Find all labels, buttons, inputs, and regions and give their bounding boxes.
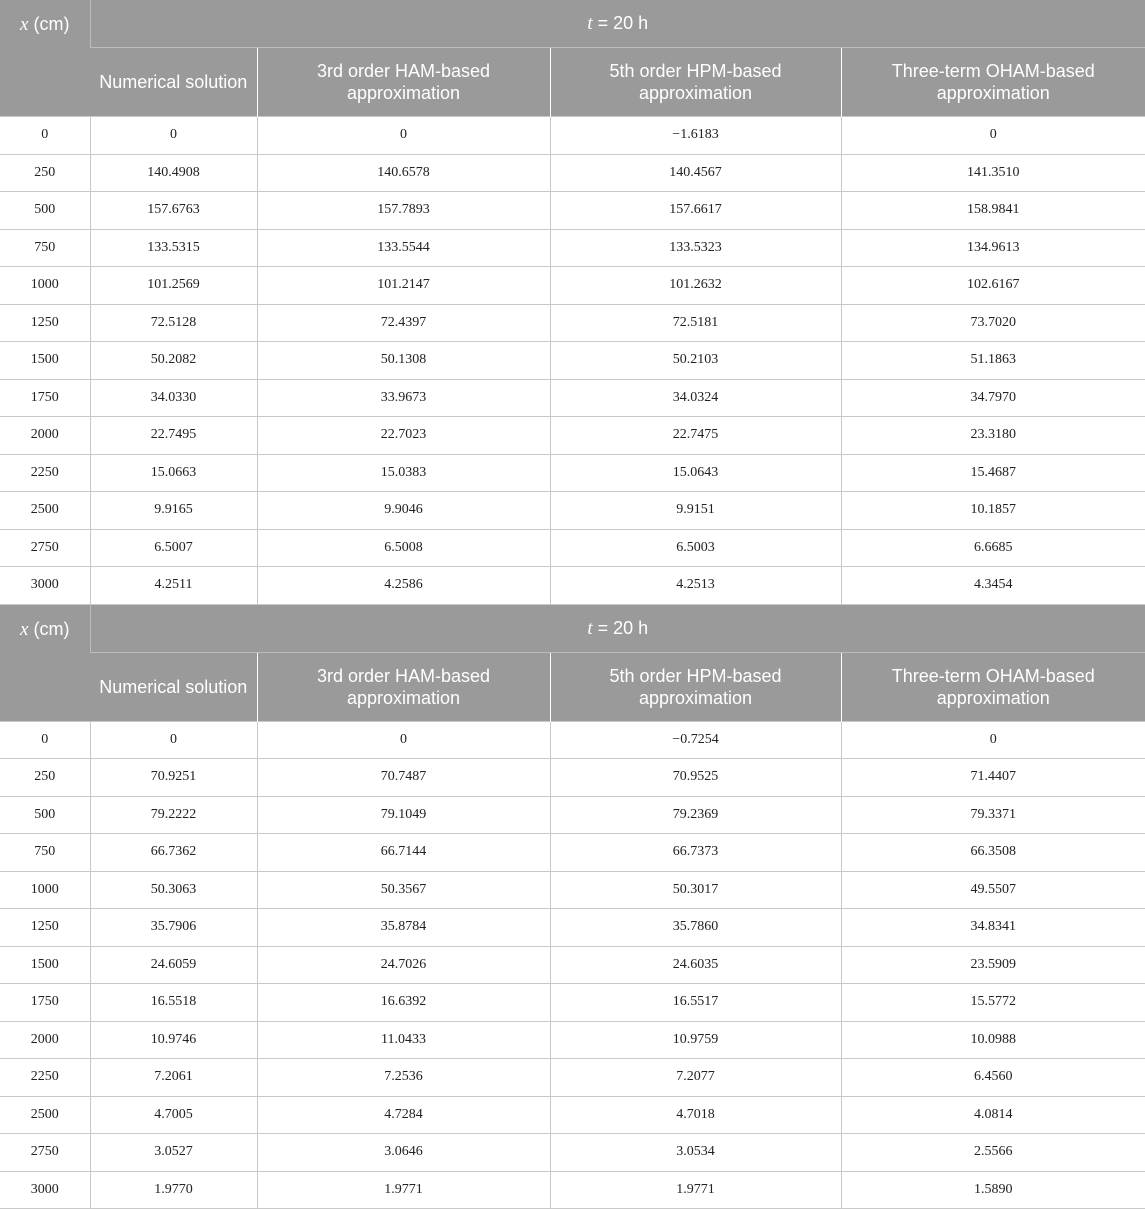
value-cell: 16.6392: [257, 984, 550, 1022]
value-cell: 70.7487: [257, 759, 550, 797]
value-cell: 50.2082: [90, 342, 257, 380]
value-cell: −0.7254: [550, 721, 841, 759]
t-variable: t: [587, 617, 593, 639]
value-cell: 10.9746: [90, 1021, 257, 1059]
value-cell: 23.3180: [841, 417, 1145, 455]
x-value-cell: 1750: [0, 379, 90, 417]
value-cell: 2.5566: [841, 1134, 1145, 1172]
value-cell: 1.9770: [90, 1171, 257, 1209]
x-value-cell: 3000: [0, 567, 90, 605]
value-cell: 11.0433: [257, 1021, 550, 1059]
x-variable: x: [20, 14, 29, 35]
value-cell: 23.5909: [841, 946, 1145, 984]
x-value-cell: 0: [0, 117, 90, 155]
value-cell: 4.2586: [257, 567, 550, 605]
column-header: Numerical solution: [90, 652, 257, 721]
x-variable: x: [20, 618, 29, 640]
value-cell: 33.9673: [257, 379, 550, 417]
value-cell: 10.0988: [841, 1021, 1145, 1059]
value-cell: 10.9759: [550, 1021, 841, 1059]
value-cell: 22.7495: [90, 417, 257, 455]
value-cell: 34.0324: [550, 379, 841, 417]
value-cell: −1.6183: [550, 117, 841, 155]
value-cell: 72.5128: [90, 304, 257, 342]
x-value-cell: 2500: [0, 1096, 90, 1134]
table-row: [0, 154, 1145, 192]
value-cell: 157.6617: [550, 192, 841, 230]
value-cell: 79.2222: [90, 796, 257, 834]
value-cell: 15.0663: [90, 454, 257, 492]
column-header: 5th order HPM-based approximation: [550, 652, 841, 721]
value-cell: 15.0643: [550, 454, 841, 492]
x-value-cell: 2750: [0, 529, 90, 567]
table-row: [0, 117, 1145, 155]
x-value-cell: 1250: [0, 304, 90, 342]
value-cell: 35.8784: [257, 909, 550, 947]
column-header-row: [0, 652, 1145, 721]
x-value-cell: 500: [0, 796, 90, 834]
section-header-row: [0, 0, 1145, 48]
column-header: Three-term OHAM-based approximation: [841, 48, 1145, 117]
x-value-cell: 1250: [0, 909, 90, 947]
value-cell: 4.3454: [841, 567, 1145, 605]
value-cell: 3.0646: [257, 1134, 550, 1172]
table-row: [0, 871, 1145, 909]
value-cell: 15.5772: [841, 984, 1145, 1022]
value-cell: 51.1863: [841, 342, 1145, 380]
table-row: [0, 267, 1145, 305]
x-value-cell: 2250: [0, 1059, 90, 1097]
x-column-header: [0, 0, 90, 117]
value-cell: 140.4908: [90, 154, 257, 192]
table-row: [0, 304, 1145, 342]
column-header: 3rd order HAM-based approximation: [257, 48, 550, 117]
table-row: [0, 834, 1145, 872]
column-header: 5th order HPM-based approximation: [550, 48, 841, 117]
value-cell: 34.8341: [841, 909, 1145, 947]
value-cell: 157.7893: [257, 192, 550, 230]
value-cell: 79.3371: [841, 796, 1145, 834]
value-cell: 49.5507: [841, 871, 1145, 909]
value-cell: 66.3508: [841, 834, 1145, 872]
value-cell: 158.9841: [841, 192, 1145, 230]
table-row: [0, 417, 1145, 455]
table-row: [0, 796, 1145, 834]
x-value-cell: 250: [0, 154, 90, 192]
table-row: [0, 454, 1145, 492]
value-cell: 141.3510: [841, 154, 1145, 192]
value-cell: 24.6059: [90, 946, 257, 984]
value-cell: 50.1308: [257, 342, 550, 380]
value-cell: 22.7023: [257, 417, 550, 455]
value-cell: 50.3063: [90, 871, 257, 909]
value-cell: 4.7284: [257, 1096, 550, 1134]
table-row: [0, 1096, 1145, 1134]
value-cell: 70.9525: [550, 759, 841, 797]
value-cell: 133.5544: [257, 229, 550, 267]
value-cell: 16.5518: [90, 984, 257, 1022]
value-cell: 4.0814: [841, 1096, 1145, 1134]
x-value-cell: 2250: [0, 454, 90, 492]
value-cell: 15.0383: [257, 454, 550, 492]
value-cell: 0: [841, 117, 1145, 155]
table-row: [0, 721, 1145, 759]
value-cell: 4.7005: [90, 1096, 257, 1134]
value-cell: 101.2632: [550, 267, 841, 305]
value-cell: 66.7362: [90, 834, 257, 872]
value-cell: 6.5003: [550, 529, 841, 567]
time-header: [90, 0, 1145, 48]
value-cell: 157.6763: [90, 192, 257, 230]
table-row: [0, 192, 1145, 230]
x-value-cell: 250: [0, 759, 90, 797]
value-cell: 24.7026: [257, 946, 550, 984]
x-value-cell: 1000: [0, 267, 90, 305]
x-value-cell: 3000: [0, 1171, 90, 1209]
column-header: Numerical solution: [90, 48, 257, 117]
value-cell: 3.0527: [90, 1134, 257, 1172]
value-cell: 9.9151: [550, 492, 841, 530]
table-row: [0, 984, 1145, 1022]
value-cell: 7.2077: [550, 1059, 841, 1097]
value-cell: 7.2536: [257, 1059, 550, 1097]
value-cell: 6.5008: [257, 529, 550, 567]
value-cell: 0: [90, 117, 257, 155]
x-value-cell: 0: [0, 721, 90, 759]
value-cell: 15.4687: [841, 454, 1145, 492]
table-row: [0, 529, 1145, 567]
table-row: [0, 1171, 1145, 1209]
value-cell: 22.7475: [550, 417, 841, 455]
value-cell: 24.6035: [550, 946, 841, 984]
table-row: [0, 1021, 1145, 1059]
value-cell: 101.2569: [90, 267, 257, 305]
value-cell: 7.2061: [90, 1059, 257, 1097]
x-value-cell: 2000: [0, 417, 90, 455]
value-cell: 133.5323: [550, 229, 841, 267]
table-row: [0, 1134, 1145, 1172]
value-cell: 79.2369: [550, 796, 841, 834]
value-cell: 34.7970: [841, 379, 1145, 417]
value-cell: 0: [257, 721, 550, 759]
value-cell: 50.2103: [550, 342, 841, 380]
value-cell: 4.2513: [550, 567, 841, 605]
value-cell: 1.5890: [841, 1171, 1145, 1209]
value-cell: 6.5007: [90, 529, 257, 567]
t-variable: t: [587, 13, 593, 34]
value-cell: 102.6167: [841, 267, 1145, 305]
value-cell: 79.1049: [257, 796, 550, 834]
value-cell: 50.3567: [257, 871, 550, 909]
value-cell: 35.7860: [550, 909, 841, 947]
x-unit: (cm): [33, 14, 70, 34]
x-value-cell: 2750: [0, 1134, 90, 1172]
value-cell: 6.4560: [841, 1059, 1145, 1097]
x-column-header: [0, 604, 90, 721]
table-row: [0, 342, 1145, 380]
value-cell: 101.2147: [257, 267, 550, 305]
value-cell: 4.2511: [90, 567, 257, 605]
value-cell: 6.6685: [841, 529, 1145, 567]
value-cell: 3.0534: [550, 1134, 841, 1172]
table-row: [0, 946, 1145, 984]
x-value-cell: 500: [0, 192, 90, 230]
value-cell: 35.7906: [90, 909, 257, 947]
column-header: 3rd order HAM-based approximation: [257, 652, 550, 721]
value-cell: 72.4397: [257, 304, 550, 342]
x-unit: (cm): [33, 618, 70, 639]
value-cell: 133.5315: [90, 229, 257, 267]
x-value-cell: 2000: [0, 1021, 90, 1059]
x-value-cell: 1500: [0, 946, 90, 984]
x-value-cell: 750: [0, 834, 90, 872]
value-cell: 0: [257, 117, 550, 155]
column-header-row: [0, 48, 1145, 117]
table-row: [0, 379, 1145, 417]
x-value-cell: 750: [0, 229, 90, 267]
value-cell: 34.0330: [90, 379, 257, 417]
value-cell: 134.9613: [841, 229, 1145, 267]
value-cell: 70.9251: [90, 759, 257, 797]
value-cell: 66.7144: [257, 834, 550, 872]
value-cell: 72.5181: [550, 304, 841, 342]
value-cell: 1.9771: [550, 1171, 841, 1209]
value-cell: 50.3017: [550, 871, 841, 909]
section-header-row: [0, 604, 1145, 652]
table-row: [0, 909, 1145, 947]
value-cell: 140.6578: [257, 154, 550, 192]
x-value-cell: 1500: [0, 342, 90, 380]
value-cell: 66.7373: [550, 834, 841, 872]
value-cell: 0: [841, 721, 1145, 759]
column-header: Three-term OHAM-based approximation: [841, 652, 1145, 721]
value-cell: 0: [90, 721, 257, 759]
t-value: = 20 h: [597, 13, 649, 33]
time-header: [90, 604, 1145, 652]
value-cell: 73.7020: [841, 304, 1145, 342]
table-row: [0, 567, 1145, 605]
value-cell: 71.4407: [841, 759, 1145, 797]
table-row: [0, 1059, 1145, 1097]
table-row: [0, 759, 1145, 797]
x-value-cell: 2500: [0, 492, 90, 530]
t-value: = 20 h: [597, 617, 649, 638]
value-cell: 9.9046: [257, 492, 550, 530]
table-row: [0, 229, 1145, 267]
x-value-cell: 1000: [0, 871, 90, 909]
value-cell: 4.7018: [550, 1096, 841, 1134]
value-cell: 9.9165: [90, 492, 257, 530]
value-cell: 16.5517: [550, 984, 841, 1022]
table-row: [0, 492, 1145, 530]
x-value-cell: 1750: [0, 984, 90, 1022]
value-cell: 10.1857: [841, 492, 1145, 530]
value-cell: 1.9771: [257, 1171, 550, 1209]
value-cell: 140.4567: [550, 154, 841, 192]
